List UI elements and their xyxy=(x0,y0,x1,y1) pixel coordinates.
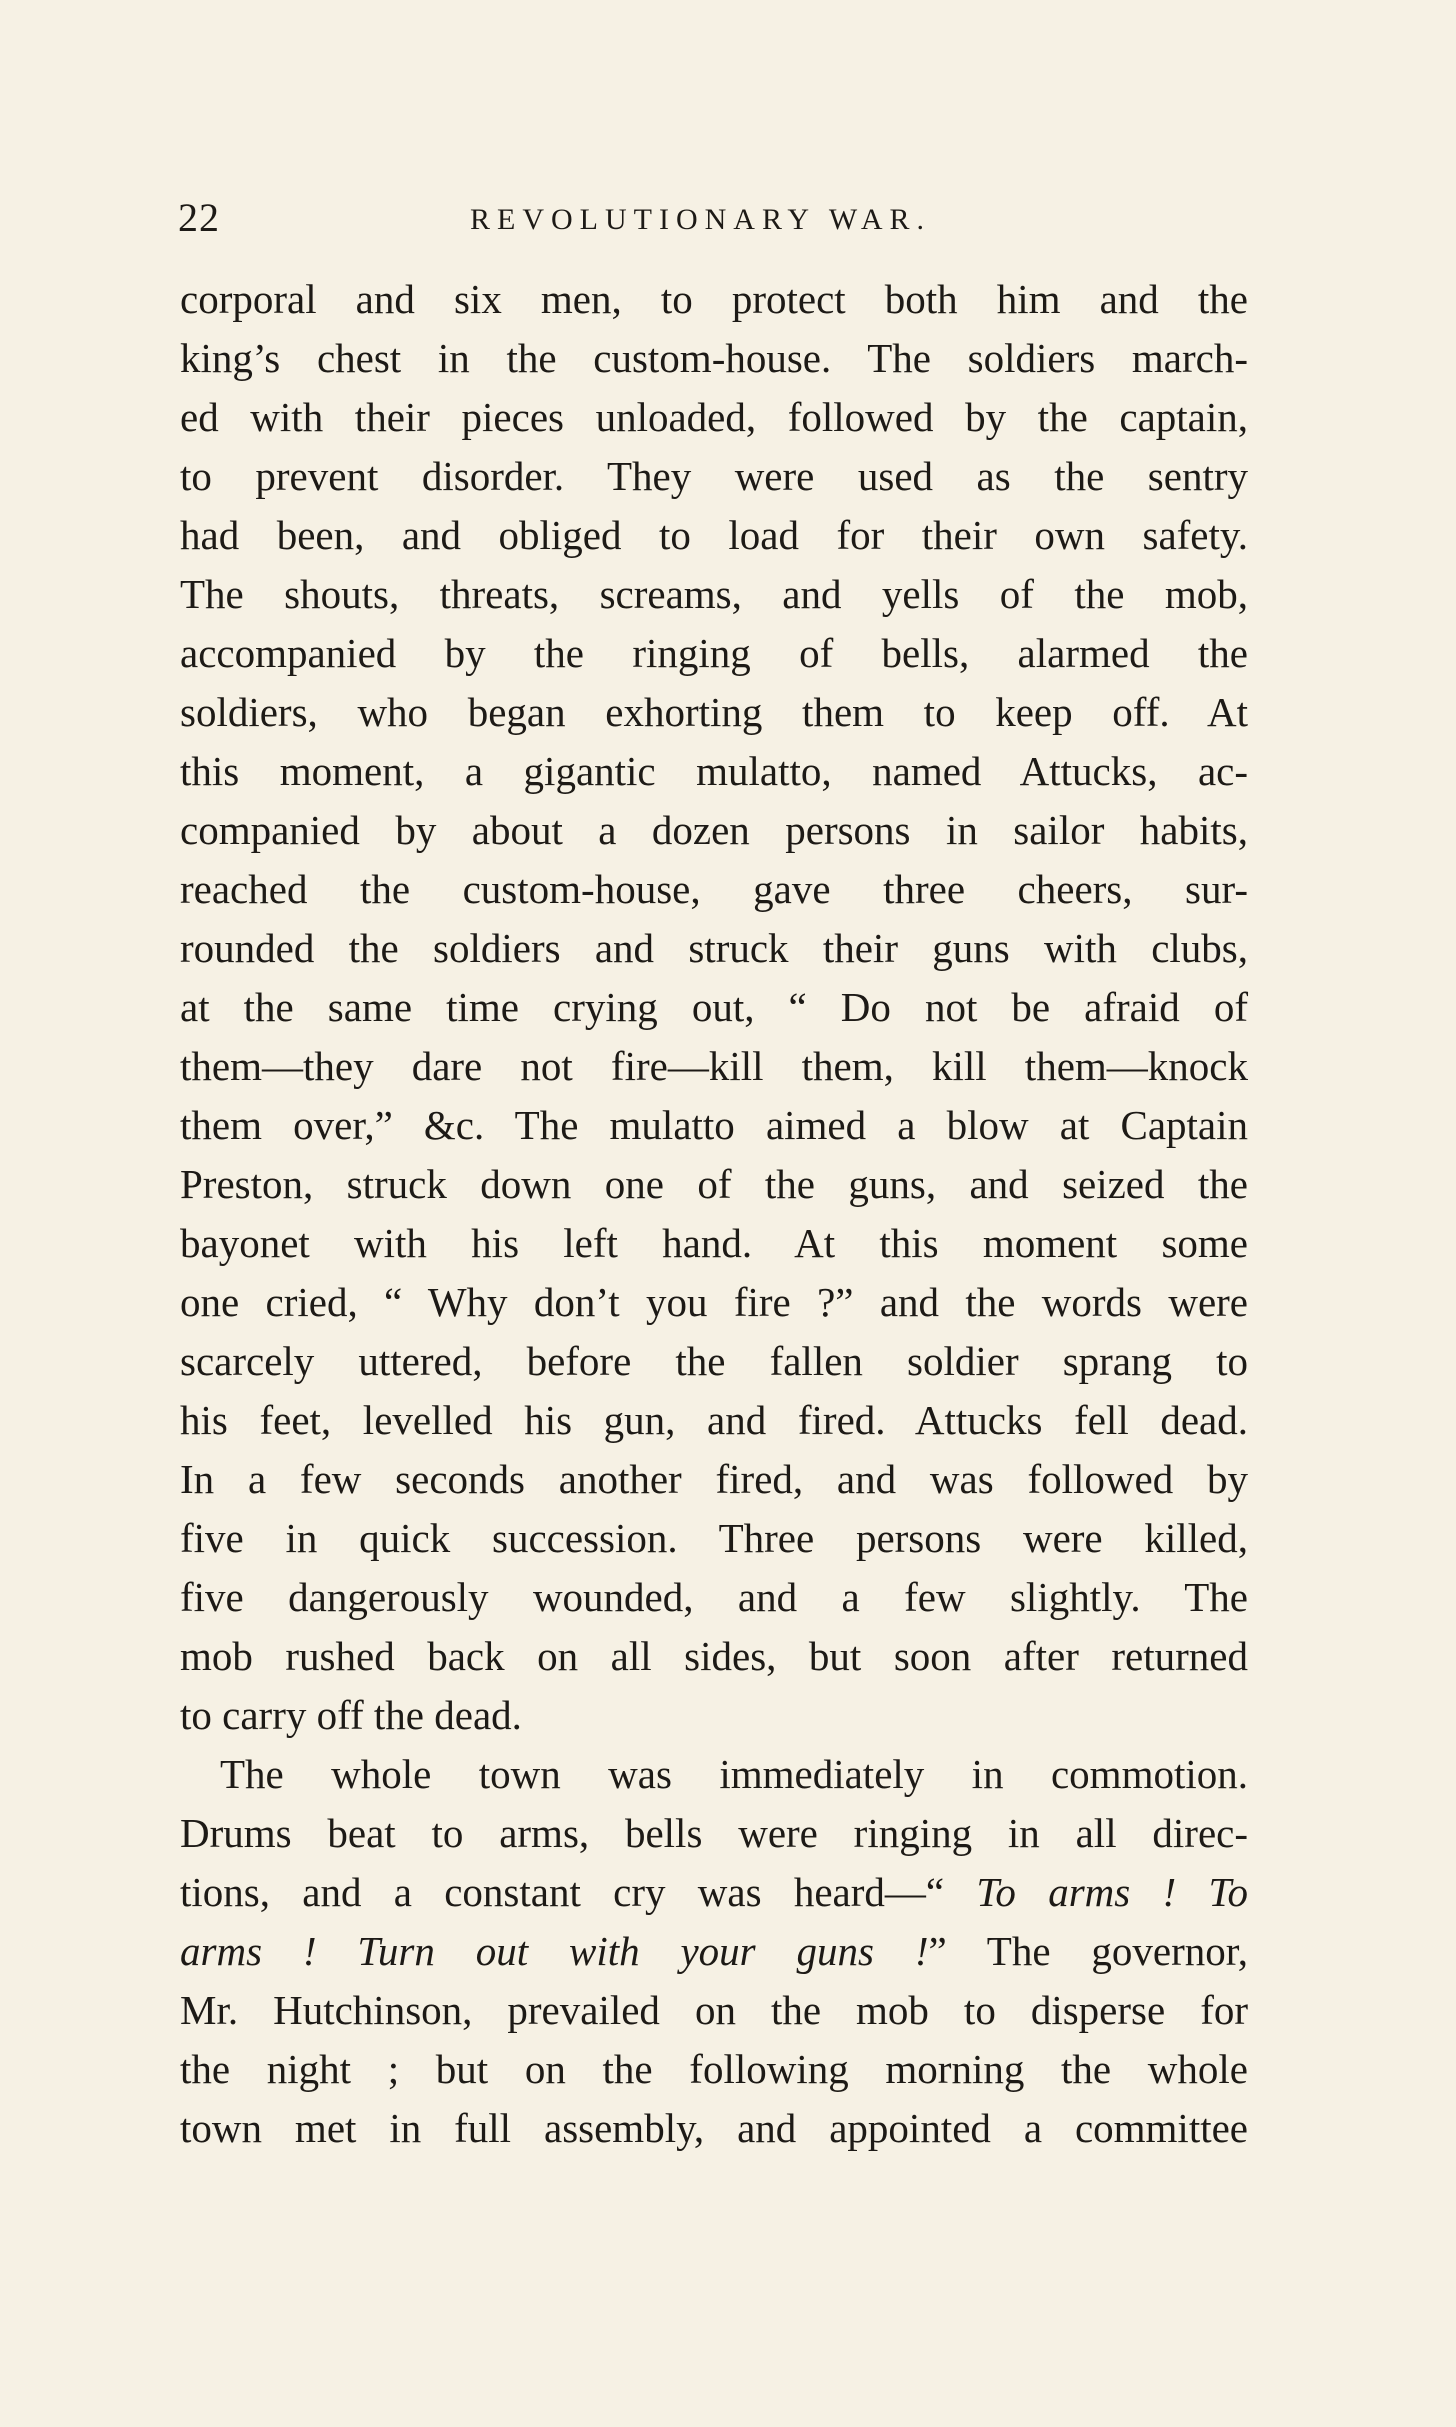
text-line: five in quick succession. Three persons were killed, xyxy=(180,1515,1248,1561)
text-line: corporal and six men, to protect both him and the xyxy=(180,276,1248,322)
body-text xyxy=(180,270,1248,2158)
paragraph-start-line: The whole town was immediately in commotion. xyxy=(220,1751,1248,1797)
text-line: ed with their pieces unloaded, followed by the captain, xyxy=(180,394,1248,440)
text-line: at the same time crying out, “ Do not be afraid of xyxy=(180,984,1248,1030)
paragraph-end-line: to carry off the dead. xyxy=(180,1692,522,1738)
text-line: Drums beat to arms, bells were ringing in all direc- xyxy=(180,1810,1248,1856)
text-line: companied by about a dozen persons in sailor habits, xyxy=(180,807,1248,853)
text-line: bayonet with his left hand. At this moment some xyxy=(180,1220,1248,1266)
italic-run: To arms ! To xyxy=(976,1869,1248,1915)
text-line: five dangerously wounded, and a few slightly. The xyxy=(180,1574,1248,1620)
text-line: had been, and obliged to load for their own safety. xyxy=(180,512,1248,558)
page-number: 22 xyxy=(178,195,220,240)
text-line: scarcely uttered, before the fallen soldier sprang to xyxy=(180,1338,1248,1384)
text-line: In a few seconds another fired, and was followed by xyxy=(180,1456,1248,1502)
text-line: accompanied by the ringing of bells, alarmed the xyxy=(180,630,1248,676)
text-line: soldiers, who began exhorting them to keep off. At xyxy=(180,689,1248,735)
running-head: REVOLUTIONARY WAR. xyxy=(470,203,931,236)
italic-run: arms ! Turn out with your guns ! xyxy=(180,1928,929,1974)
text-line: one cried, “ Why don’t you fire ?” and the words were xyxy=(180,1279,1248,1325)
text-line xyxy=(180,1863,1248,1922)
text-line: mob rushed back on all sides, but soon after returned xyxy=(180,1633,1248,1679)
text-line: town met in full assembly, and appointed a committee xyxy=(180,2105,1248,2151)
text-run: tions, and a constant cry was heard—“ xyxy=(180,1869,977,1915)
text-line xyxy=(180,1922,1248,1981)
text-line: this moment, a gigantic mulatto, named Attucks, ac- xyxy=(180,748,1248,794)
text-line: rounded the soldiers and struck their guns with clubs, xyxy=(180,925,1248,971)
text-line: The shouts, threats, screams, and yells of the mob, xyxy=(180,571,1248,617)
text-line: the night ; but on the following morning the whole xyxy=(180,2046,1248,2092)
text-line: king’s chest in the custom-house. The soldiers march- xyxy=(180,335,1248,381)
text-line: his feet, levelled his gun, and fired. Attucks fell dead. xyxy=(180,1397,1248,1443)
text-line: reached the custom-house, gave three cheers, sur- xyxy=(180,866,1248,912)
text-line: Preston, struck down one of the guns, and seized the xyxy=(180,1161,1248,1207)
text-line: to prevent disorder. They were used as the sentry xyxy=(180,453,1248,499)
text-line: Mr. Hutchinson, prevailed on the mob to disperse for xyxy=(180,1987,1248,2033)
text-run: ” The governor, xyxy=(928,1928,1248,1974)
text-line: them—they dare not fire—kill them, kill them—knock xyxy=(180,1043,1248,1089)
text-line: them over,” &c. The mulatto aimed a blow at Captain xyxy=(180,1102,1248,1148)
